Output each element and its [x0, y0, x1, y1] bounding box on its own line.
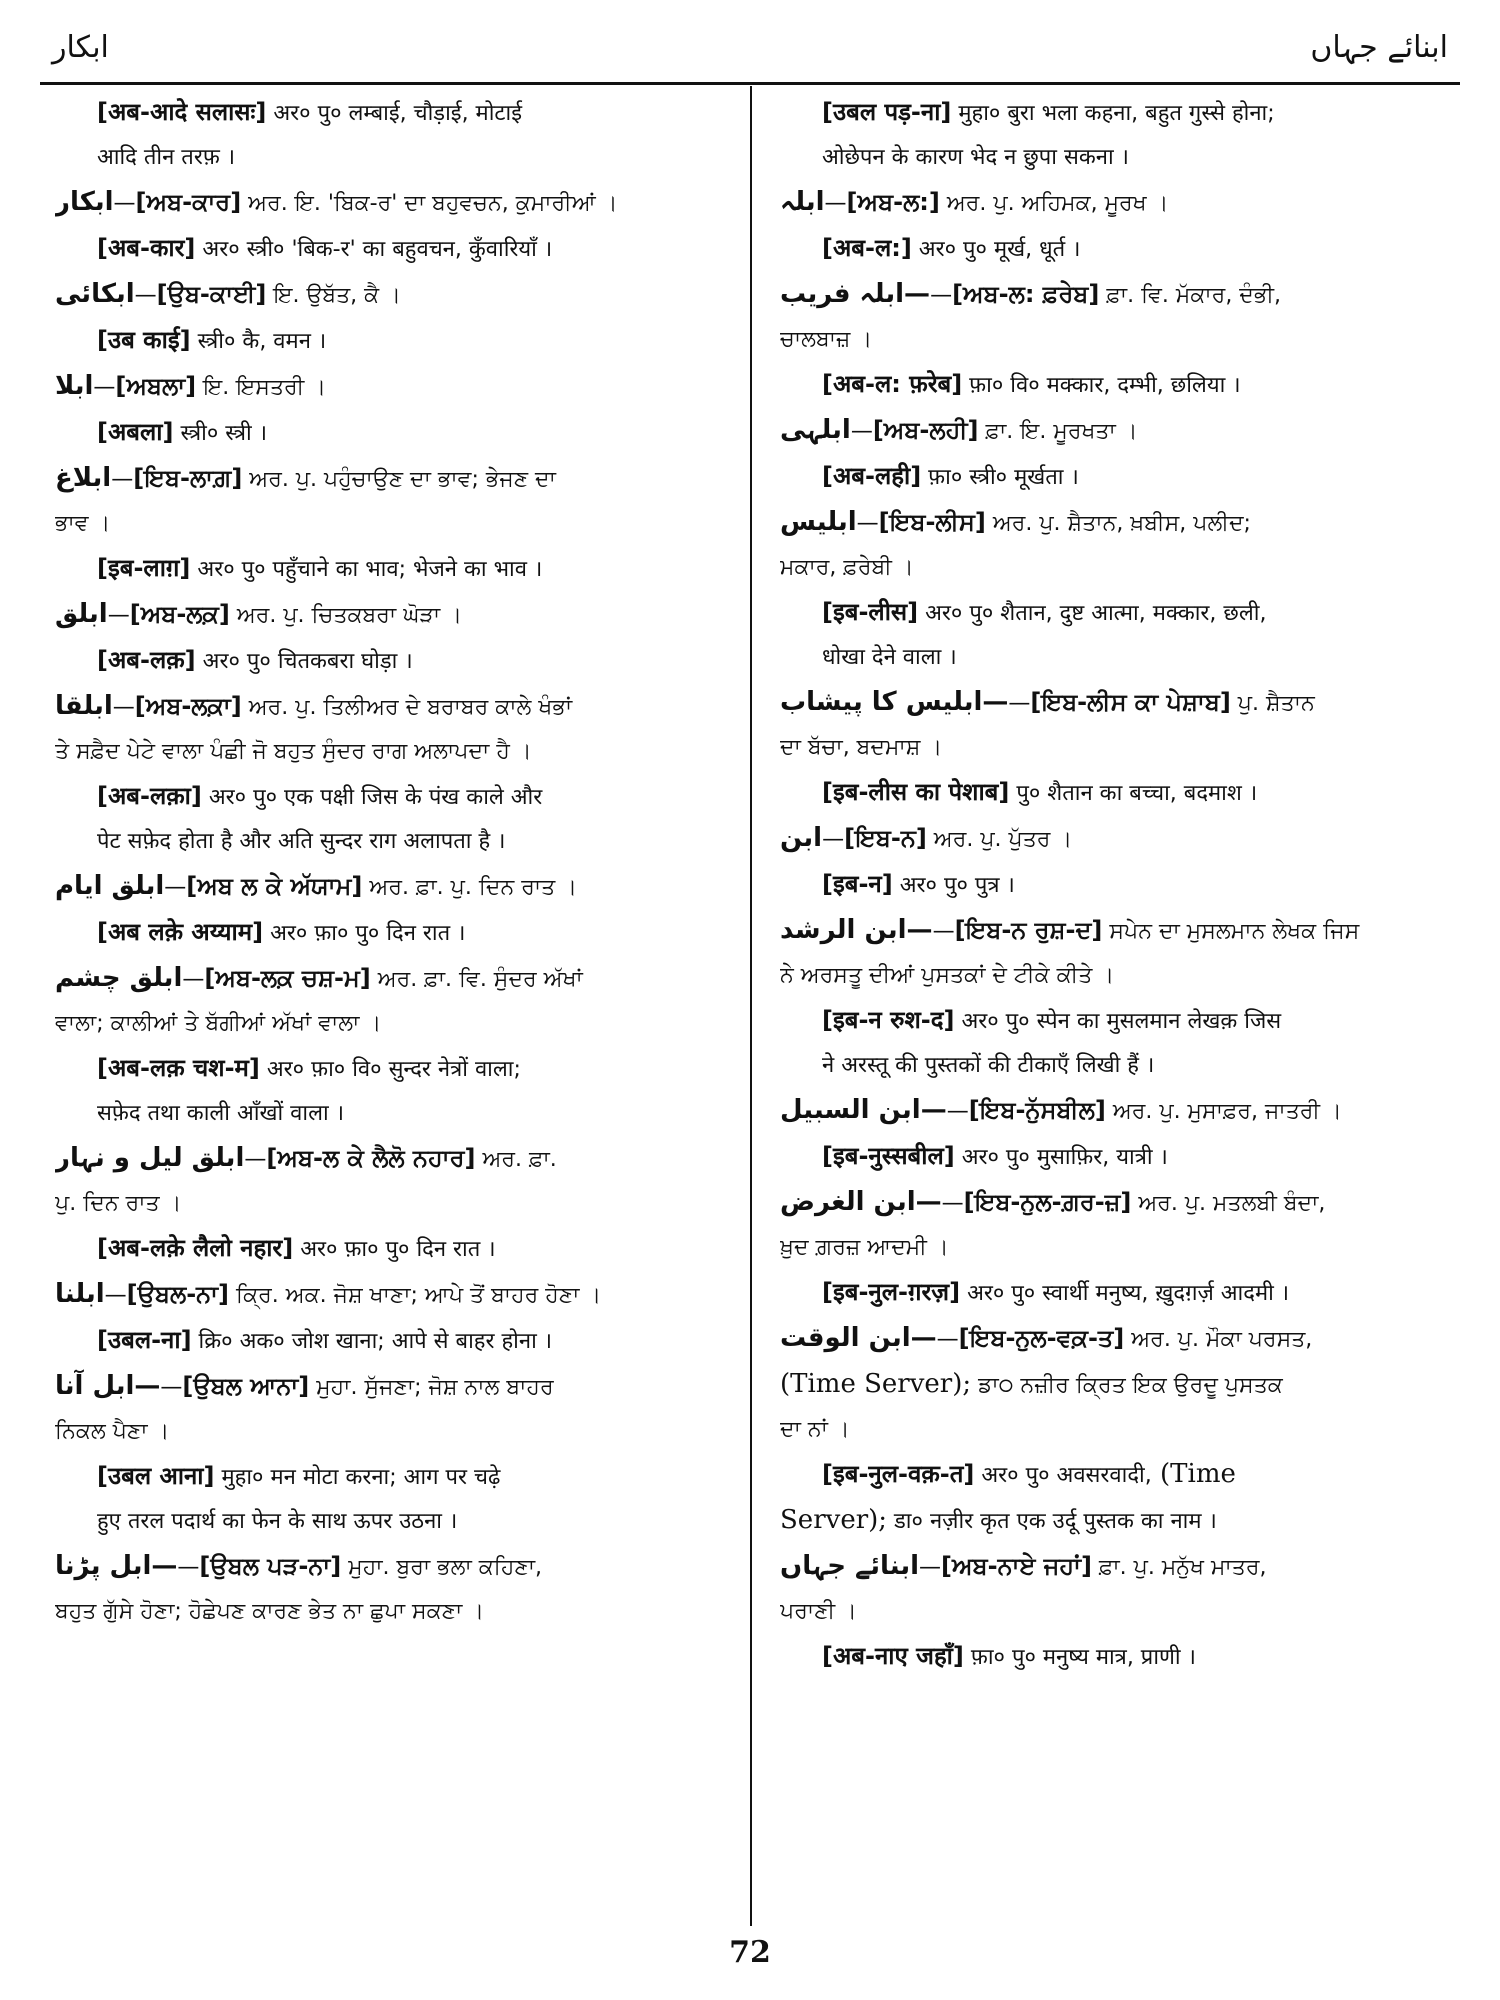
definition-text: अर० फ़ा० पु० दिन रात । — [263, 921, 466, 946]
english-gloss: (Time Server); — [780, 1369, 972, 1399]
urdu-headword: ابلق چشم — [55, 963, 183, 993]
definition-text: अर० पु० चितकबरा घोड़ा । — [195, 649, 413, 674]
entry-line — [780, 770, 1440, 816]
entry-dash: — — [244, 1147, 267, 1172]
entry-line — [780, 998, 1440, 1044]
entry-line — [55, 592, 715, 638]
entry-dash: — — [107, 603, 130, 628]
urdu-headword: ابلہی — [780, 415, 851, 445]
entry-dash: — — [112, 695, 135, 720]
headword: [ਇਬ-ਲੀਸ ਕਾ ਪੇਸ਼ਾਬ] — [1030, 688, 1231, 716]
headword: [अब-लक़ा] — [97, 782, 202, 810]
headword: [ਇਬ-ਨ ਰੁਸ਼-ਦ] — [954, 916, 1103, 944]
urdu-headword: ابلق — [55, 599, 108, 629]
headword: [इब-लीस का पेशाब] — [822, 778, 1010, 806]
entry-dash: — — [919, 1555, 942, 1580]
urdu-headword: —ابن الوقت — [780, 1323, 937, 1353]
headword: [इब-नुल-ग़रज़] — [822, 1278, 961, 1306]
definition-text: पु० शैतान का बच्चा, बदमाश । — [1009, 781, 1258, 806]
definition-text: ਅਰ. ਪੁ. ਅਹਿਮਕ, ਮੂਰਖ । — [939, 191, 1169, 216]
entry-line — [780, 408, 1440, 454]
entry-line — [780, 318, 1440, 362]
headword: [ਅਬ-ਲਕ਼] — [129, 600, 230, 628]
definition-text: ਵਾਲਾ; ਕਾਲੀਆਂ ਤੇ ਬੱਗੀਆਂ ਅੱਖਾਂ ਵਾਲਾ । — [55, 1011, 382, 1036]
definition-text: ਅਰ. ਇ. 'ਬਿਕ-ਰ' ਦਾ ਬਹੁਵਚਨ, ਕੁਮਾਰੀਆਂ । — [241, 191, 618, 216]
headword: [अब-ल: फ़रेब] — [822, 370, 963, 398]
entry-line — [55, 1318, 715, 1364]
entry-line — [55, 1590, 715, 1634]
headword: [अबला] — [97, 418, 174, 446]
urdu-headword: ابن — [780, 823, 823, 853]
definition-text: ਪਰਾਣੀ । — [780, 1599, 857, 1624]
urdu-headword: ابلق لیل و نہار — [55, 1143, 245, 1173]
urdu-headword: ابلیس — [780, 507, 857, 537]
headword: [अब लक़े अय्याम] — [97, 918, 264, 946]
entry-line — [55, 774, 715, 820]
definition-text: ਤੇ ਸਫ਼ੈਦ ਪੇਟੇ ਵਾਲਾ ਪੰਛੀ ਜੋ ਬਹੁਤ ਸੁੰਦਰ ਰਾਗ ਅਲਾਪਦਾ ਹੈ । — [55, 739, 532, 764]
entry-line — [780, 1088, 1440, 1134]
definition-text: ਦਾ ਬੱਚਾ, ਬਦਮਾਸ਼ । — [780, 735, 943, 760]
entry-line — [55, 864, 715, 910]
entry-line — [55, 684, 715, 730]
definition-text: ਫ਼ਾ. ਇ. ਮੂਰਖਤਾ । — [978, 419, 1138, 444]
definition-text: ਇ. ਉਬੱਤ, ਕੈ । — [266, 283, 401, 308]
urdu-headword: ابلنا — [55, 1279, 105, 1309]
urdu-headword: —ابن الغرض — [780, 1187, 942, 1217]
headword: [ਇਬ-ਨੁੱਸਬੀਲ] — [968, 1096, 1106, 1124]
headword: [अब-लक़ चश-म] — [97, 1054, 260, 1082]
definition-text: ਪੁ. ਦਿਨ ਰਾਤ । — [55, 1191, 182, 1216]
definition-text: अर० पु० पुत्र । — [892, 873, 1015, 898]
entry-line — [55, 318, 715, 364]
definition-text: आदि तीन तरफ़ । — [97, 145, 236, 170]
entry-line — [55, 820, 715, 864]
headword: [इब-लीस] — [822, 598, 919, 626]
entry-line — [55, 730, 715, 774]
entry-line — [780, 590, 1440, 636]
definition-text: ਮੁਹਾ. ਬੁਰਾ ਭਲਾ ਕਹਿਣਾ, — [341, 1555, 542, 1580]
entry-line — [55, 1046, 715, 1092]
entry-line — [55, 1272, 715, 1318]
entry-line — [780, 1590, 1440, 1634]
definition-text: ਅਰ. ਪੁ. ਮੌਕਾ ਪਰਸਤ, — [1124, 1327, 1313, 1352]
definition-text: ਅਰ. ਪੁ. ਚਿਤਕਬਰਾ ਘੋੜਾ । — [229, 603, 463, 628]
definition-text: अर० पु० स्वार्थी मनुष्य, ख़ुदग़र्ज़ आदमी । — [960, 1281, 1290, 1306]
entry-line — [780, 90, 1440, 136]
entry-line — [780, 1408, 1440, 1452]
header-left-word: ابکار — [52, 30, 109, 65]
headword: [अब-कार] — [97, 234, 196, 262]
entry-line — [780, 1634, 1440, 1680]
definition-text: ने अरस्तू की पुस्तकों की टीकाएँ लिखी हैं । — [822, 1053, 1155, 1078]
entry-dash: — — [856, 511, 879, 536]
definition-text: ਅਰ. ਪੁ. ਪੁੱਤਰ । — [926, 827, 1073, 852]
headword: [ਉਬਲ ਪੜ-ਨਾ] — [199, 1552, 342, 1580]
entry-line — [780, 1180, 1440, 1226]
entry-line — [55, 1454, 715, 1500]
entry-line — [780, 1498, 1440, 1544]
entry-line — [780, 272, 1440, 318]
definition-text: पेट सफ़ेद होता है और अति सुन्दर राग अलापता है । — [97, 829, 506, 854]
headword: [इब-न] — [822, 870, 893, 898]
english-gloss: Server); — [780, 1505, 888, 1535]
entry-line — [780, 726, 1440, 770]
entry-line — [55, 910, 715, 956]
urdu-headword: ابلق ایام — [55, 871, 165, 901]
headword: [इब-नुस्सबील] — [822, 1142, 955, 1170]
urdu-headword: —ابن السبیل — [780, 1095, 947, 1125]
definition-text: ਅਰ. ਪੁ. ਸ਼ੈਤਾਨ, ਖ਼ਬੀਸ, ਪਲੀਦ; — [985, 511, 1251, 536]
headword: [ਅਬ-ਲਕ਼ ਚਸ਼-ਮ] — [204, 964, 371, 992]
entry-line — [55, 1002, 715, 1046]
entry-line — [780, 816, 1440, 862]
entry-line — [780, 1452, 1440, 1498]
entry-line — [55, 1500, 715, 1544]
definition-text: ਕ੍ਰਿ. ਅਕ. ਜੋਸ਼ ਖਾਣਾ; ਆਪੇ ਤੋਂ ਬਾਹਰ ਹੋਣਾ । — [229, 1283, 602, 1308]
urdu-headword: —ابل پڑنا — [55, 1551, 178, 1581]
definition-text: ਨੇ ਅਰਸਤੂ ਦੀਆਂ ਪੁਸਤਕਾਂ ਦੇ ਟੀਕੇ ਕੀਤੇ । — [780, 963, 1115, 988]
definition-text: ਅਰ. ਪੁ. ਪਹੁੰਚਾਉਣ ਦਾ ਭਾਵ; ਭੇਜਣ ਦਾ — [242, 467, 556, 492]
entry-line — [780, 862, 1440, 908]
headword: [ਅਬ-ਕਾਰ] — [135, 188, 242, 216]
entry-dash: — — [113, 191, 136, 216]
headword: [उबल आना] — [97, 1462, 215, 1490]
definition-text: ਬਹੁਤ ਗੁੱਸੇ ਹੋਣਾ; ਹੋਛੇਪਣ ਕਾਰਣ ਭੇਤ ਨਾ ਛੁਪਾ ਸਕਣਾ । — [55, 1599, 485, 1624]
page-header — [40, 22, 1460, 82]
headword: [अब-लही] — [822, 462, 922, 490]
headword: [इब-नुल-वक़-त] — [822, 1460, 975, 1488]
entry-dash: — — [932, 919, 955, 944]
right-column — [780, 90, 1440, 1925]
entry-line — [780, 1316, 1440, 1362]
entry-line — [55, 956, 715, 1002]
left-column — [55, 90, 715, 1925]
definition-text: ਇ. ਇਸਤਰੀ । — [196, 375, 327, 400]
definition-text: ਫ਼ਾ. ਵਿ. ਮੱਕਾਰ, ਦੰਭੀ, — [1099, 283, 1281, 308]
entry-dash: — — [936, 1327, 959, 1352]
definition-text: धोखा देने वाला । — [822, 645, 957, 670]
urdu-headword: ابلقا — [55, 691, 113, 721]
entry-dash: — — [941, 1191, 964, 1216]
header-rule — [40, 82, 1460, 85]
column-divider — [750, 86, 752, 1926]
entry-line — [780, 954, 1440, 998]
entry-line — [780, 908, 1440, 954]
entry-line — [780, 1134, 1440, 1180]
definition-text: डा० नज़ीर कृत एक उर्दू पुस्तक का नाम । — [887, 1509, 1217, 1534]
definition-text: अर० पु० अवसरवादी, — [974, 1463, 1152, 1488]
definition-text: फ़ा० पु० मनुष्य मात्र, प्राणी । — [963, 1645, 1196, 1670]
definition-text: ਅਰ. ਫ਼ਾ. ਵਿ. ਸੁੰਦਰ ਅੱਖਾਂ — [370, 967, 583, 992]
headword: [इब-लाग़] — [97, 554, 191, 582]
entry-line — [55, 1544, 715, 1590]
headword: [ਉਬਲ-ਨਾ] — [126, 1280, 229, 1308]
entry-dash: — — [822, 827, 845, 852]
entry-line — [55, 364, 715, 410]
headword: [ਅਬ ਲ ਕੇ ਅੱਯਾਮ] — [186, 872, 363, 900]
entry-line — [780, 1544, 1440, 1590]
definition-text: अर० पु० मुसाफ़िर, यात्री । — [954, 1145, 1168, 1170]
entry-line — [55, 1092, 715, 1136]
definition-text: स्त्री० स्त्री । — [173, 421, 268, 446]
entry-line — [55, 546, 715, 592]
entry-line — [780, 1362, 1440, 1408]
headword: [अब-ल:] — [822, 234, 912, 262]
entry-line — [780, 362, 1440, 408]
definition-text: ਸਪੇਨ ਦਾ ਮੁਸਲਮਾਨ ਲੇਖਕ ਜਿਸ — [1102, 919, 1360, 944]
urdu-headword: —ابلہ فریب — [780, 279, 931, 309]
headword: [ਇਬ-ਨੁਲ-ਵਕ਼-ਤ] — [958, 1324, 1125, 1352]
urdu-headword: —ابلیس کا پیشاب — [780, 687, 1009, 717]
definition-text: मुहा० बुरा भला कहना, बहुत गुस्से होना; — [951, 101, 1275, 126]
definition-text: ਅਰ. ਫ਼ਾ. ਪੁ. ਦਿਨ ਰਾਤ । — [362, 875, 578, 900]
headword: [ਇਬ-ਨੁਲ-ਗ਼ਰ-ਜ਼] — [963, 1188, 1132, 1216]
urdu-headword: ابلہ — [780, 187, 825, 217]
entry-dash: — — [134, 283, 157, 308]
definition-text: ਮੁਹਾ. ਸੁੱਜਣਾ; ਜੋਸ਼ ਨਾਲ ਬਾਹਰ — [309, 1375, 554, 1400]
definition-text: ਡਾ੦ ਨਜ਼ੀਰ ਕ੍ਰਿਤ ਇਕ ਉਰਦੂ ਪੁਸਤਕ — [971, 1373, 1283, 1398]
entry-line — [55, 1410, 715, 1454]
entry-dash: — — [104, 1283, 127, 1308]
headword: [ਉਬ-ਕਾਈ] — [156, 280, 267, 308]
headword: [अब-लक़] — [97, 646, 196, 674]
entry-dash: — — [182, 967, 205, 992]
page-number: 72 — [729, 1935, 771, 1970]
entry-line — [55, 180, 715, 226]
entry-line — [55, 456, 715, 502]
entry-line — [55, 272, 715, 318]
entry-dash: — — [1008, 691, 1031, 716]
headword: [अब-लक़े लैलो नहार] — [97, 1234, 294, 1262]
entry-dash: — — [850, 419, 873, 444]
definition-text: अर० फ़ा० वि० सुन्दर नेत्रों वाला; — [259, 1057, 521, 1082]
definition-text: मुहा० मन मोटा करना; आग पर चढ़े — [214, 1465, 501, 1490]
headword: [ਅਬ-ਨਾਏ ਜਹਾਂ] — [941, 1552, 1092, 1580]
entry-line — [780, 180, 1440, 226]
definition-text: अर० स्त्री० 'बिक-र' का बहुवचन, कुँवारियाँ । — [195, 237, 553, 262]
urdu-headword: —ابل آنا — [55, 1371, 161, 1401]
entry-line — [55, 410, 715, 456]
headword: [अब-आदे सलासः] — [97, 98, 267, 126]
definition-text: ਮਕਾਰ, ਫ਼ਰੇਬੀ । — [780, 555, 914, 580]
entry-line — [780, 500, 1440, 546]
headword: [अब-नाए जहाँ] — [822, 1642, 964, 1670]
headword: [ਇਬ-ਲਾਗ਼] — [133, 464, 243, 492]
headword: [उबल पड़-ना] — [822, 98, 952, 126]
headword: [ਇਬ-ਨ] — [844, 824, 927, 852]
headword: [उब काई] — [97, 326, 191, 354]
entry-line — [780, 680, 1440, 726]
headword: [इब-न रुश-द] — [822, 1006, 955, 1034]
urdu-headword: ابکائی — [55, 279, 135, 309]
definition-text: अर० पु० मूर्ख, धूर्त । — [911, 237, 1081, 262]
entry-line — [780, 1226, 1440, 1270]
definition-text: ਖ਼ੁਦ ਗ਼ਰਜ਼ ਆਦਮੀ । — [780, 1235, 949, 1260]
headword: [ਅਬ-ਲਕ਼ਾ] — [134, 692, 242, 720]
definition-text: अर० फ़ा० पु० दिन रात । — [293, 1237, 496, 1262]
entry-line — [780, 454, 1440, 500]
headword: [ਇਬ-ਲੀਸ] — [878, 508, 986, 536]
headword: [ਅਬ-ਲ:] — [846, 188, 940, 216]
entry-dash: — — [160, 1375, 183, 1400]
entry-line — [780, 546, 1440, 590]
definition-text: ਅਰ. ਪੁ. ਮਤਲਬੀ ਬੰਦਾ, — [1131, 1191, 1326, 1216]
entry-line — [780, 636, 1440, 680]
definition-text: फ़ा० वि० मक्कार, दम्भी, छलिया । — [962, 373, 1241, 398]
entry-line — [55, 226, 715, 272]
headword: [ਅਬਲਾ] — [115, 372, 197, 400]
definition-text: ओछेपन के कारण भेद न छुपा सकना । — [822, 145, 1129, 170]
entry-line — [55, 1136, 715, 1182]
definition-text: क्रि० अक० जोश खाना; आपे से बाहर होना । — [191, 1329, 553, 1354]
definition-text: ਅਰ. ਪੁ. ਮੁਸਾਫ਼ਰ, ਜਾਤਰੀ । — [1105, 1099, 1342, 1124]
entry-dash: — — [946, 1099, 969, 1124]
definition-text: ਨਿਕਲ ਪੈਣਾ । — [55, 1419, 170, 1444]
headword: [ਅਬ-ਲਹੀ] — [872, 416, 979, 444]
entry-line — [55, 1364, 715, 1410]
urdu-headword: ابلاغ — [55, 463, 112, 493]
definition-text: अर० पु० स्पेन का मुसलमान लेखक़ जिस — [954, 1009, 1282, 1034]
entry-dash: — — [111, 467, 134, 492]
definition-text: हुए तरल पदार्थ का फेन के साथ ऊपर उठना । — [97, 1509, 458, 1534]
definition-text: ਅਰ. ਪੁ. ਤਿਲੀਅਰ ਦੇ ਬਰਾਬਰ ਕਾਲੇ ਖੰਭਾਂ — [241, 695, 573, 720]
entry-line — [55, 638, 715, 684]
entry-line — [55, 502, 715, 546]
headword: [ਅਬ-ਲ: ਫ਼ਰੇਬ] — [952, 280, 1100, 308]
entry-line — [780, 226, 1440, 272]
entry-line — [780, 136, 1440, 180]
definition-text: अर० पु० लम्बाई, चौड़ाई, मोटाई — [266, 101, 523, 126]
entry-line — [55, 136, 715, 180]
entry-line — [55, 1226, 715, 1272]
definition-text: सफ़ेद तथा काली आँखों वाला । — [97, 1101, 345, 1126]
definition-text: अर० पु० पहुँचाने का भाव; भेजने का भाव । — [190, 557, 543, 582]
definition-text: ਚਾਲਬਾਜ਼ । — [780, 327, 873, 352]
definition-text: अर० पु० एक पक्षी जिस के पंख काले और — [201, 785, 543, 810]
definition-text: अर० पु० शैतान, दुष्ट आत्मा, मक्कार, छली, — [918, 601, 1267, 626]
header-right-word: ابنائے جہاں — [1310, 30, 1448, 65]
entry-dash: — — [824, 191, 847, 216]
entry-dash: — — [177, 1555, 200, 1580]
urdu-headword: —ابن الرشد — [780, 915, 933, 945]
entry-line — [55, 1182, 715, 1226]
entry-line — [55, 90, 715, 136]
definition-text: ਅਰ. ਫ਼ਾ. — [475, 1147, 557, 1172]
urdu-headword: ابکار — [55, 187, 114, 217]
entry-dash: — — [93, 375, 116, 400]
definition-text: ਪੁ. ਸ਼ੈਤਾਨ — [1230, 691, 1315, 716]
definition-text: स्त्री० कै, वमन । — [190, 329, 327, 354]
headword: [ਅਬ-ਲ ਕੇ ਲੈਲੋ ਨਹਾਰ] — [266, 1144, 476, 1172]
entry-dash: — — [164, 875, 187, 900]
english-gloss: (Time — [1151, 1459, 1236, 1489]
entry-dash: — — [930, 283, 953, 308]
definition-text: ਭਾਵ । — [55, 511, 111, 536]
definition-text: ਦਾ ਨਾਂ । — [780, 1417, 850, 1442]
headword: [ਉਬਲ ਆਨਾ] — [182, 1372, 310, 1400]
entry-line — [780, 1044, 1440, 1088]
urdu-headword: ابنائے جہاں — [780, 1551, 920, 1581]
headword: [उबल-ना] — [97, 1326, 192, 1354]
entry-line — [780, 1270, 1440, 1316]
definition-text: फ़ा० स्त्री० मूर्खता । — [921, 465, 1079, 490]
definition-text: ਫ਼ਾ. ਪੁ. ਮਨੁੱਖ ਮਾਤਰ, — [1091, 1555, 1267, 1580]
urdu-headword: ابلا — [55, 371, 94, 401]
